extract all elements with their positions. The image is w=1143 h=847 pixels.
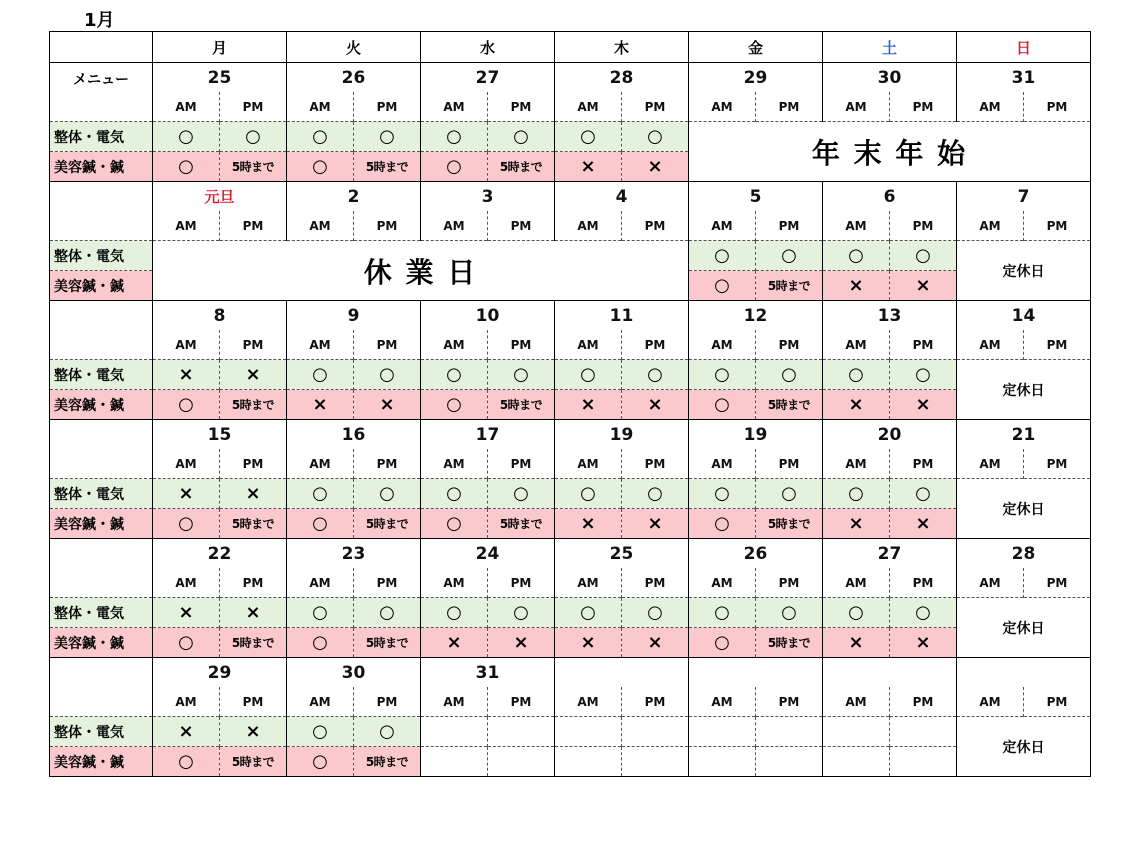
seitai-mark: ○ xyxy=(421,122,488,152)
pm-label: PM xyxy=(354,92,421,122)
seitai-mark: ○ xyxy=(622,598,689,628)
week-label-cell xyxy=(50,301,153,360)
seitai-mark: ○ xyxy=(287,717,354,747)
biyou-mark: ○ xyxy=(153,628,220,658)
empty-slot xyxy=(890,717,957,747)
date-cell: 5 xyxy=(689,182,823,212)
year-end-closure: 年 末 年 始 xyxy=(689,122,1091,182)
pm-label: PM xyxy=(488,330,555,360)
biyou-mark: 5時まで xyxy=(354,628,421,658)
pm-label: PM xyxy=(354,449,421,479)
seitai-mark: ○ xyxy=(689,598,756,628)
pm-label: PM xyxy=(890,211,957,241)
empty-slot xyxy=(823,747,890,777)
service-biyou-label: 美容鍼・鍼 xyxy=(50,271,153,301)
am-label: AM xyxy=(287,211,354,241)
biyou-mark: 5時まで xyxy=(354,152,421,182)
date-cell: 24 xyxy=(421,539,555,569)
am-label: AM xyxy=(689,568,756,598)
seitai-mark: ○ xyxy=(622,479,689,509)
schedule-table xyxy=(49,31,1091,777)
seitai-mark: ○ xyxy=(622,360,689,390)
seitai-mark: ○ xyxy=(153,122,220,152)
biyou-mark: × xyxy=(555,152,622,182)
biyou-mark: × xyxy=(622,152,689,182)
biyou-mark: ○ xyxy=(153,509,220,539)
date-cell: 7 xyxy=(957,182,1091,212)
biyou-mark: × xyxy=(622,509,689,539)
service-seitai-label: 整体・電気 xyxy=(50,241,153,271)
am-label: AM xyxy=(957,211,1024,241)
biyou-mark: ○ xyxy=(153,747,220,777)
date-cell: 29 xyxy=(153,658,287,688)
pm-label: PM xyxy=(220,330,287,360)
seitai-mark: ○ xyxy=(354,479,421,509)
seitai-mark: ○ xyxy=(488,360,555,390)
pm-label: PM xyxy=(354,568,421,598)
seitai-mark: ○ xyxy=(823,598,890,628)
am-label: AM xyxy=(555,568,622,598)
date-cell: 26 xyxy=(689,539,823,569)
biyou-mark: ○ xyxy=(287,747,354,777)
seitai-mark: ○ xyxy=(555,598,622,628)
holiday-cell: 定休日 xyxy=(957,717,1091,777)
seitai-mark: ○ xyxy=(890,479,957,509)
biyou-mark: ○ xyxy=(287,152,354,182)
empty-slot xyxy=(555,747,622,777)
am-label: AM xyxy=(957,687,1024,717)
date-cell: 21 xyxy=(957,420,1091,450)
date-cell: 9 xyxy=(287,301,421,331)
service-biyou-label: 美容鍼・鍼 xyxy=(50,152,153,182)
date-cell: 17 xyxy=(421,420,555,450)
empty-slot xyxy=(689,717,756,747)
date-cell: 13 xyxy=(823,301,957,331)
pm-label: PM xyxy=(220,449,287,479)
date-cell: 31 xyxy=(957,63,1091,93)
pm-label: PM xyxy=(488,92,555,122)
date-cell: 8 xyxy=(153,301,287,331)
pm-label: PM xyxy=(1024,449,1091,479)
seitai-mark: ○ xyxy=(689,360,756,390)
date-cell: 31 xyxy=(421,658,555,688)
biyou-mark: ○ xyxy=(287,628,354,658)
pm-label: PM xyxy=(890,330,957,360)
seitai-mark: ○ xyxy=(555,479,622,509)
date-cell: 30 xyxy=(287,658,421,688)
seitai-mark: ○ xyxy=(220,122,287,152)
biyou-mark: × xyxy=(488,628,555,658)
biyou-mark: ○ xyxy=(153,152,220,182)
date-cell: 11 xyxy=(555,301,689,331)
empty-slot xyxy=(555,717,622,747)
am-label: AM xyxy=(421,687,488,717)
date-cell: 22 xyxy=(153,539,287,569)
am-label: AM xyxy=(555,449,622,479)
biyou-mark: ○ xyxy=(689,509,756,539)
biyou-mark: ○ xyxy=(689,390,756,420)
service-biyou-label: 美容鍼・鍼 xyxy=(50,747,153,777)
week-label-cell xyxy=(50,658,153,717)
seitai-mark: ○ xyxy=(287,360,354,390)
pm-label: PM xyxy=(890,449,957,479)
holiday-cell: 定休日 xyxy=(957,479,1091,539)
seitai-mark: ○ xyxy=(488,122,555,152)
date-cell xyxy=(689,658,823,688)
seitai-mark: × xyxy=(153,717,220,747)
pm-label: PM xyxy=(354,330,421,360)
seitai-mark: ○ xyxy=(756,360,823,390)
date-cell: 26 xyxy=(287,63,421,93)
service-seitai-label: 整体・電気 xyxy=(50,122,153,152)
date-cell: 27 xyxy=(421,63,555,93)
month-title: 1月 xyxy=(84,10,115,31)
biyou-mark: × xyxy=(555,390,622,420)
biyou-mark: ○ xyxy=(421,152,488,182)
date-cell: 23 xyxy=(287,539,421,569)
am-label: AM xyxy=(689,687,756,717)
biyou-mark: × xyxy=(622,390,689,420)
pm-label: PM xyxy=(622,568,689,598)
seitai-mark: ○ xyxy=(354,360,421,390)
am-label: AM xyxy=(823,687,890,717)
pm-label: PM xyxy=(756,568,823,598)
seitai-mark: ○ xyxy=(756,479,823,509)
am-label: AM xyxy=(287,92,354,122)
am-label: AM xyxy=(957,92,1024,122)
weekday-sun: 日 xyxy=(957,32,1091,63)
am-label: AM xyxy=(957,449,1024,479)
empty-slot xyxy=(421,717,488,747)
week-label-cell: メニュー xyxy=(50,63,153,122)
seitai-mark: ○ xyxy=(287,598,354,628)
seitai-mark: ○ xyxy=(421,598,488,628)
am-label: AM xyxy=(153,211,220,241)
pm-label: PM xyxy=(354,211,421,241)
seitai-mark: ○ xyxy=(756,241,823,271)
biyou-mark: 5時まで xyxy=(220,747,287,777)
am-label: AM xyxy=(421,568,488,598)
biyou-mark: × xyxy=(890,271,957,301)
pm-label: PM xyxy=(756,211,823,241)
pm-label: PM xyxy=(1024,330,1091,360)
seitai-mark: × xyxy=(220,717,287,747)
seitai-mark: ○ xyxy=(756,598,823,628)
date-cell: 27 xyxy=(823,539,957,569)
pm-label: PM xyxy=(220,211,287,241)
date-cell: 19 xyxy=(555,420,689,450)
pm-label: PM xyxy=(756,330,823,360)
pm-label: PM xyxy=(622,687,689,717)
date-cell: 28 xyxy=(957,539,1091,569)
seitai-mark: ○ xyxy=(488,598,555,628)
am-label: AM xyxy=(153,687,220,717)
pm-label: PM xyxy=(890,568,957,598)
biyou-mark: 5時まで xyxy=(756,509,823,539)
seitai-mark: × xyxy=(220,479,287,509)
am-label: AM xyxy=(823,330,890,360)
biyou-mark: × xyxy=(354,390,421,420)
weekday-thu: 木 xyxy=(555,32,689,63)
biyou-mark: × xyxy=(555,628,622,658)
week-label-cell xyxy=(50,182,153,241)
pm-label: PM xyxy=(488,211,555,241)
seitai-mark: ○ xyxy=(689,241,756,271)
biyou-mark: 5時まで xyxy=(220,390,287,420)
pm-label: PM xyxy=(488,568,555,598)
biyou-mark: 5時まで xyxy=(488,390,555,420)
pm-label: PM xyxy=(354,687,421,717)
am-label: AM xyxy=(421,92,488,122)
am-label: AM xyxy=(421,211,488,241)
pm-label: PM xyxy=(756,92,823,122)
seitai-mark: ○ xyxy=(823,241,890,271)
corner-cell xyxy=(50,32,153,63)
am-label: AM xyxy=(823,211,890,241)
service-seitai-label: 整体・電気 xyxy=(50,598,153,628)
empty-slot xyxy=(756,717,823,747)
date-cell: 30 xyxy=(823,63,957,93)
date-cell: 6 xyxy=(823,182,957,212)
am-label: AM xyxy=(421,330,488,360)
am-label: AM xyxy=(421,449,488,479)
seitai-mark: × xyxy=(220,598,287,628)
seitai-mark: ○ xyxy=(823,360,890,390)
biyou-mark: ○ xyxy=(421,390,488,420)
service-seitai-label: 整体・電気 xyxy=(50,479,153,509)
week-label-cell xyxy=(50,420,153,479)
pm-label: PM xyxy=(756,687,823,717)
date-cell: 4 xyxy=(555,182,689,212)
biyou-mark: 5時まで xyxy=(756,390,823,420)
date-cell: 20 xyxy=(823,420,957,450)
am-label: AM xyxy=(153,330,220,360)
biyou-mark: ○ xyxy=(421,509,488,539)
pm-label: PM xyxy=(220,687,287,717)
seitai-mark: ○ xyxy=(555,360,622,390)
am-label: AM xyxy=(555,687,622,717)
pm-label: PM xyxy=(622,449,689,479)
date-cell xyxy=(555,658,689,688)
biyou-mark: 5時まで xyxy=(756,628,823,658)
date-cell: 14 xyxy=(957,301,1091,331)
empty-slot xyxy=(488,747,555,777)
empty-slot xyxy=(622,747,689,777)
seitai-mark: × xyxy=(153,479,220,509)
seitai-mark: ○ xyxy=(354,122,421,152)
biyou-mark: × xyxy=(890,390,957,420)
empty-slot xyxy=(488,717,555,747)
biyou-mark: × xyxy=(555,509,622,539)
am-label: AM xyxy=(555,330,622,360)
am-label: AM xyxy=(287,568,354,598)
service-biyou-label: 美容鍼・鍼 xyxy=(50,628,153,658)
seitai-mark: ○ xyxy=(354,598,421,628)
seitai-mark: ○ xyxy=(622,122,689,152)
biyou-mark: ○ xyxy=(153,390,220,420)
date-cell: 25 xyxy=(555,539,689,569)
seitai-mark: ○ xyxy=(890,360,957,390)
pm-label: PM xyxy=(890,92,957,122)
empty-slot xyxy=(689,747,756,777)
seitai-mark: ○ xyxy=(555,122,622,152)
date-cell: 元旦 xyxy=(153,182,287,212)
biyou-mark: 5時まで xyxy=(220,628,287,658)
closed-days: 休 業 日 xyxy=(153,241,689,301)
biyou-mark: × xyxy=(823,628,890,658)
biyou-mark: 5時まで xyxy=(488,509,555,539)
biyou-mark: 5時まで xyxy=(354,509,421,539)
biyou-mark: ○ xyxy=(689,271,756,301)
am-label: AM xyxy=(287,330,354,360)
empty-slot xyxy=(421,747,488,777)
service-biyou-label: 美容鍼・鍼 xyxy=(50,509,153,539)
service-seitai-label: 整体・電気 xyxy=(50,717,153,747)
biyou-mark: ○ xyxy=(287,509,354,539)
am-label: AM xyxy=(823,449,890,479)
empty-slot xyxy=(756,747,823,777)
biyou-mark: 5時まで xyxy=(220,152,287,182)
pm-label: PM xyxy=(890,687,957,717)
biyou-mark: × xyxy=(421,628,488,658)
weekday-mon: 月 xyxy=(153,32,287,63)
am-label: AM xyxy=(689,449,756,479)
week-label-cell xyxy=(50,539,153,598)
biyou-mark: × xyxy=(823,390,890,420)
pm-label: PM xyxy=(622,330,689,360)
pm-label: PM xyxy=(220,568,287,598)
pm-label: PM xyxy=(1024,92,1091,122)
date-cell xyxy=(823,658,957,688)
pm-label: PM xyxy=(220,92,287,122)
holiday-cell: 定休日 xyxy=(957,360,1091,420)
date-cell: 12 xyxy=(689,301,823,331)
date-cell: 2 xyxy=(287,182,421,212)
pm-label: PM xyxy=(622,92,689,122)
seitai-mark: ○ xyxy=(890,598,957,628)
pm-label: PM xyxy=(488,687,555,717)
weekday-sat: 土 xyxy=(823,32,957,63)
am-label: AM xyxy=(555,211,622,241)
holiday-cell: 定休日 xyxy=(957,241,1091,301)
weekday-fri: 金 xyxy=(689,32,823,63)
am-label: AM xyxy=(287,449,354,479)
biyou-mark: × xyxy=(287,390,354,420)
biyou-mark: 5時まで xyxy=(354,747,421,777)
weekday-tue: 火 xyxy=(287,32,421,63)
biyou-mark: × xyxy=(622,628,689,658)
weekday-wed: 水 xyxy=(421,32,555,63)
biyou-mark: 5時まで xyxy=(756,271,823,301)
seitai-mark: ○ xyxy=(287,122,354,152)
seitai-mark: ○ xyxy=(421,360,488,390)
biyou-mark: × xyxy=(823,509,890,539)
pm-label: PM xyxy=(756,449,823,479)
empty-slot xyxy=(823,717,890,747)
biyou-mark: 5時まで xyxy=(488,152,555,182)
seitai-mark: ○ xyxy=(689,479,756,509)
am-label: AM xyxy=(823,568,890,598)
am-label: AM xyxy=(287,687,354,717)
empty-slot xyxy=(890,747,957,777)
service-seitai-label: 整体・電気 xyxy=(50,360,153,390)
date-cell: 29 xyxy=(689,63,823,93)
date-cell: 15 xyxy=(153,420,287,450)
pm-label: PM xyxy=(1024,568,1091,598)
seitai-mark: × xyxy=(153,360,220,390)
biyou-mark: × xyxy=(823,271,890,301)
am-label: AM xyxy=(153,92,220,122)
am-label: AM xyxy=(153,568,220,598)
seitai-mark: ○ xyxy=(287,479,354,509)
service-biyou-label: 美容鍼・鍼 xyxy=(50,390,153,420)
biyou-mark: 5時まで xyxy=(220,509,287,539)
empty-slot xyxy=(622,717,689,747)
am-label: AM xyxy=(823,92,890,122)
date-cell: 16 xyxy=(287,420,421,450)
date-cell: 19 xyxy=(689,420,823,450)
biyou-mark: ○ xyxy=(689,628,756,658)
am-label: AM xyxy=(689,330,756,360)
am-label: AM xyxy=(153,449,220,479)
pm-label: PM xyxy=(622,211,689,241)
pm-label: PM xyxy=(1024,211,1091,241)
seitai-mark: × xyxy=(220,360,287,390)
pm-label: PM xyxy=(1024,687,1091,717)
seitai-mark: ○ xyxy=(421,479,488,509)
pm-label: PM xyxy=(488,449,555,479)
date-cell: 25 xyxy=(153,63,287,93)
date-cell: 28 xyxy=(555,63,689,93)
am-label: AM xyxy=(957,330,1024,360)
biyou-mark: × xyxy=(890,628,957,658)
seitai-mark: ○ xyxy=(488,479,555,509)
date-cell: 10 xyxy=(421,301,555,331)
seitai-mark: ○ xyxy=(354,717,421,747)
am-label: AM xyxy=(957,568,1024,598)
date-cell xyxy=(957,658,1091,688)
am-label: AM xyxy=(689,92,756,122)
seitai-mark: × xyxy=(153,598,220,628)
date-cell: 3 xyxy=(421,182,555,212)
seitai-mark: ○ xyxy=(890,241,957,271)
biyou-mark: × xyxy=(890,509,957,539)
am-label: AM xyxy=(689,211,756,241)
am-label: AM xyxy=(555,92,622,122)
seitai-mark: ○ xyxy=(823,479,890,509)
holiday-cell: 定休日 xyxy=(957,598,1091,658)
